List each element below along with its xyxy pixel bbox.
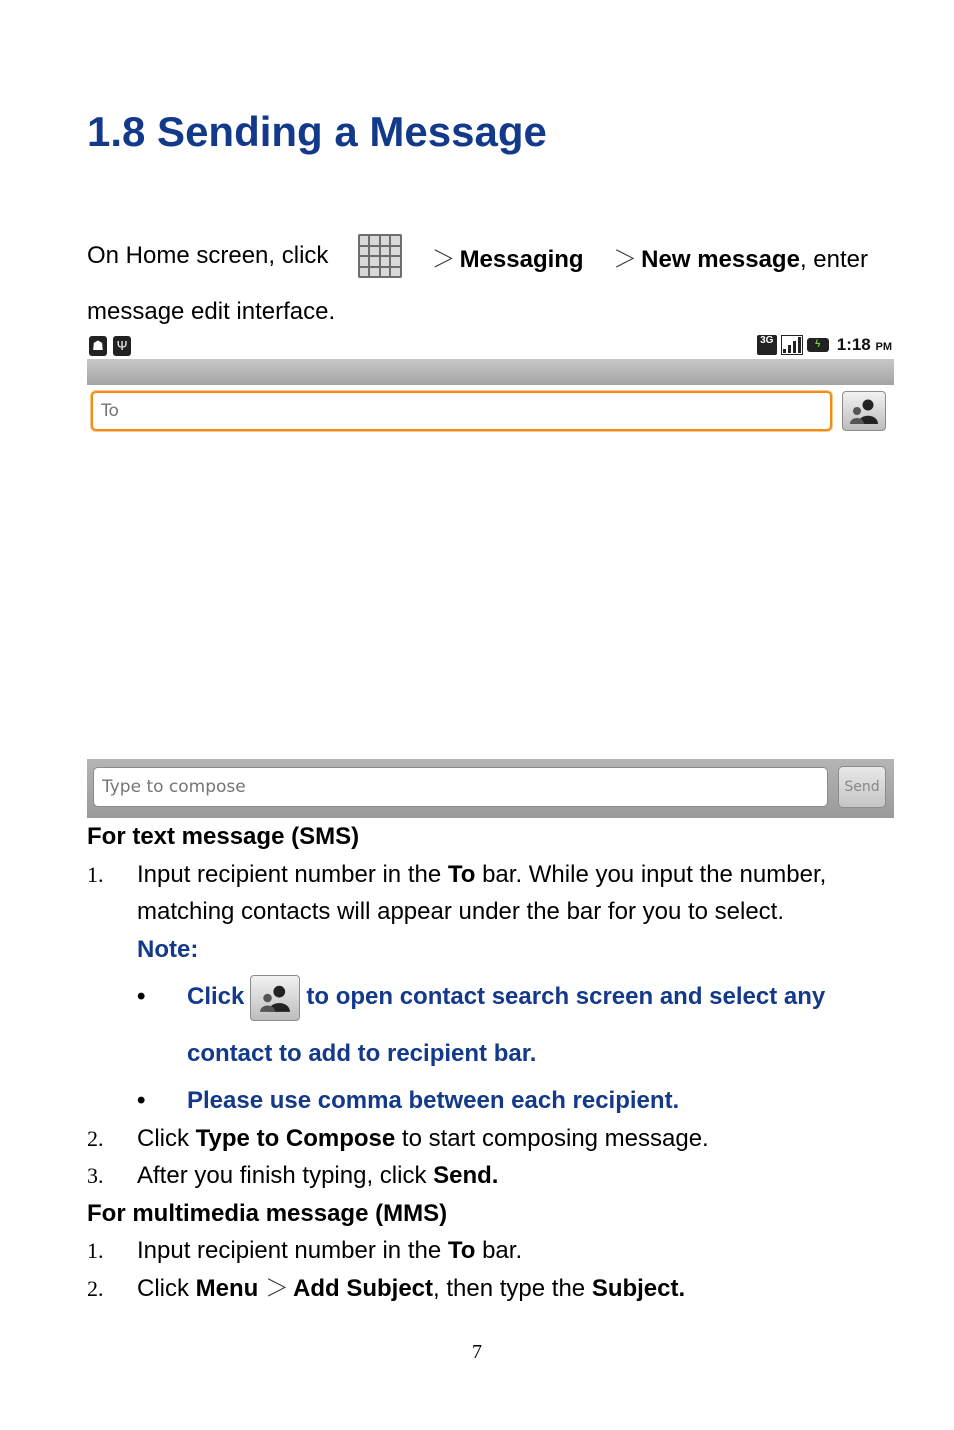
sms-step-1: 1. Input recipient number in the To bar. While you input the number, [87,860,827,888]
page-number: 7 [472,1341,482,1363]
sms-heading: For text message (SMS) [87,823,360,850]
status-time: 1:18 PM [836,335,892,354]
instructions [87,818,877,1307]
contact-icon [849,398,879,424]
android-debug-icon: ☗ [89,336,107,356]
send-button[interactable]: Send [838,766,886,808]
battery-icon: ϟ [807,338,829,352]
contact-button-icon [250,975,300,1021]
intro-new-message: ＞ New message, enter [613,245,868,273]
app-grid-icon [358,234,402,278]
usb-icon: Ψ [113,336,131,356]
intro-messaging: ＞ Messaging [431,245,584,273]
mms-step-1: 1. Input recipient number in the To bar. [87,1237,523,1264]
page-title: 1.8 Sending a Message [87,108,547,155]
compose-input[interactable] [94,768,827,806]
compose-panel [87,759,894,818]
mms-step-2: 2. Click Menu ＞ Add Subject, then type the Subject. [87,1274,686,1302]
note-bullet-2: • Please use comma between each recipient. [137,1087,680,1114]
to-field[interactable] [91,391,832,431]
mms-heading: For multimedia message (MMS) [87,1199,448,1227]
sms-step-3: 3. After you finish typing, click Send. [87,1162,499,1189]
status-bar [87,333,894,359]
intro-line-1 [87,236,868,276]
signal-icon [781,335,803,355]
sms-step-1-line2: matching contacts will appear under the bar for you to select. [137,898,785,925]
network-3g-icon: 3G [757,335,777,355]
message-edit-screenshot [87,333,894,818]
sms-step-2: 2. Click Type to Compose to start composing message. [87,1124,709,1152]
title-bar [87,359,894,385]
note-bullet-1: • Click to open contact search screen and select any contact to add to recipient bar. [87,968,877,1082]
contact-icon [259,984,291,1012]
to-input[interactable] [93,393,830,429]
intro-line-2: message edit interface. [87,298,336,325]
intro-text: On Home screen, click [87,242,329,269]
note-label: Note: [137,935,199,963]
compose-field[interactable] [93,767,828,807]
contact-picker-button[interactable] [842,391,886,431]
